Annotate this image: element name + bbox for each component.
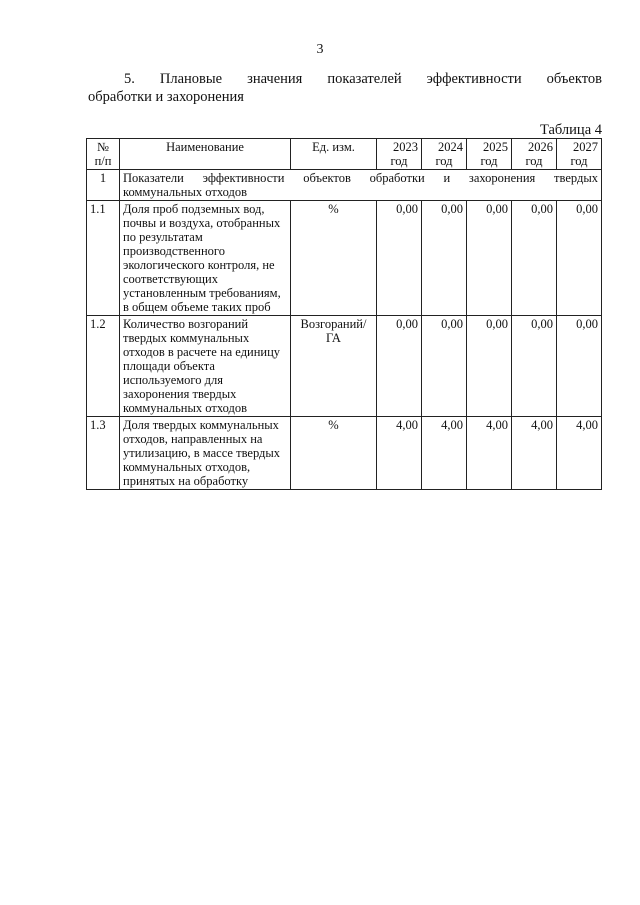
row-value: 0,00 (377, 201, 422, 316)
row-value: 4,00 (557, 417, 602, 490)
heading-word: показателей (327, 71, 402, 87)
header-year-suffix: год (390, 154, 408, 168)
table-row (87, 417, 602, 490)
table-row (87, 201, 602, 316)
header-year-value: 2026 (528, 140, 553, 154)
group-num: 1 (87, 170, 120, 201)
table-group-row (87, 170, 602, 201)
header-year-value: 2023 (393, 140, 418, 154)
section-heading (88, 70, 602, 106)
header-num-line1: № (97, 140, 109, 154)
row-unit-line1: Возгораний/ (300, 317, 367, 331)
group-title-line2: коммунальных отходов (123, 185, 247, 199)
row-value: 0,00 (422, 316, 467, 417)
header-year (557, 139, 602, 170)
row-value: 0,00 (467, 316, 512, 417)
header-num-line2: п/п (94, 154, 112, 168)
header-year (422, 139, 467, 170)
row-unit (291, 201, 377, 316)
heading-word: объектов (546, 71, 602, 87)
row-value: 0,00 (422, 201, 467, 316)
header-year-suffix: год (435, 154, 453, 168)
table-caption: Таблица 4 (539, 122, 602, 138)
header-year-suffix: год (525, 154, 543, 168)
row-num: 1.3 (87, 417, 120, 490)
section-heading-line1 (88, 70, 602, 88)
row-value: 0,00 (467, 201, 512, 316)
row-name: Доля твердых коммунальных отходов, направленных на утилизацию, в массе твердых коммунальных отходов, принятых на обработку (120, 417, 291, 490)
section-heading-line2: обработки и захоронения (88, 89, 244, 105)
header-name: Наименование (120, 139, 291, 170)
header-year-suffix: год (480, 154, 498, 168)
row-value: 0,00 (377, 316, 422, 417)
row-num: 1.2 (87, 316, 120, 417)
row-value: 0,00 (512, 316, 557, 417)
row-value: 4,00 (512, 417, 557, 490)
row-value: 4,00 (377, 417, 422, 490)
table-row (87, 316, 602, 417)
heading-word: эффективности (426, 71, 522, 87)
row-value: 0,00 (557, 316, 602, 417)
row-value: 0,00 (512, 201, 557, 316)
row-unit (291, 417, 377, 490)
group-title-line1: Показатели эффективности объектов обработки и захоронения твердых (123, 171, 598, 185)
header-year-value: 2025 (483, 140, 508, 154)
header-year (467, 139, 512, 170)
indicators-table (86, 138, 602, 490)
row-unit-line1: % (328, 418, 339, 432)
table-header-row (87, 139, 602, 170)
group-title (120, 170, 602, 201)
row-unit-line2: ГА (326, 331, 341, 345)
header-year-value: 2027 (573, 140, 598, 154)
row-value: 4,00 (422, 417, 467, 490)
header-year (512, 139, 557, 170)
row-name: Доля проб подземных вод, почвы и воздуха, отобранных по результатам производственного экологического контроля, не соответствующих установленным требованиям, в общем объеме таких проб (120, 201, 291, 316)
row-name: Количество возгораний твердых коммунальных отходов в расчете на единицу площади объекта используемого для захоронения твердых коммунальных отходов (120, 316, 291, 417)
heading-word: значения (247, 71, 303, 87)
row-unit-line1: % (328, 202, 339, 216)
header-unit: Ед. изм. (291, 139, 377, 170)
row-value: 4,00 (467, 417, 512, 490)
header-year (377, 139, 422, 170)
row-num: 1.1 (87, 201, 120, 316)
heading-word: Плановые (159, 71, 223, 87)
row-unit (291, 316, 377, 417)
header-num (87, 139, 120, 170)
row-value: 0,00 (557, 201, 602, 316)
page-number: 3 (316, 42, 324, 57)
header-year-value: 2024 (438, 140, 463, 154)
header-year-suffix: год (570, 154, 588, 168)
section-number: 5. (124, 71, 135, 87)
